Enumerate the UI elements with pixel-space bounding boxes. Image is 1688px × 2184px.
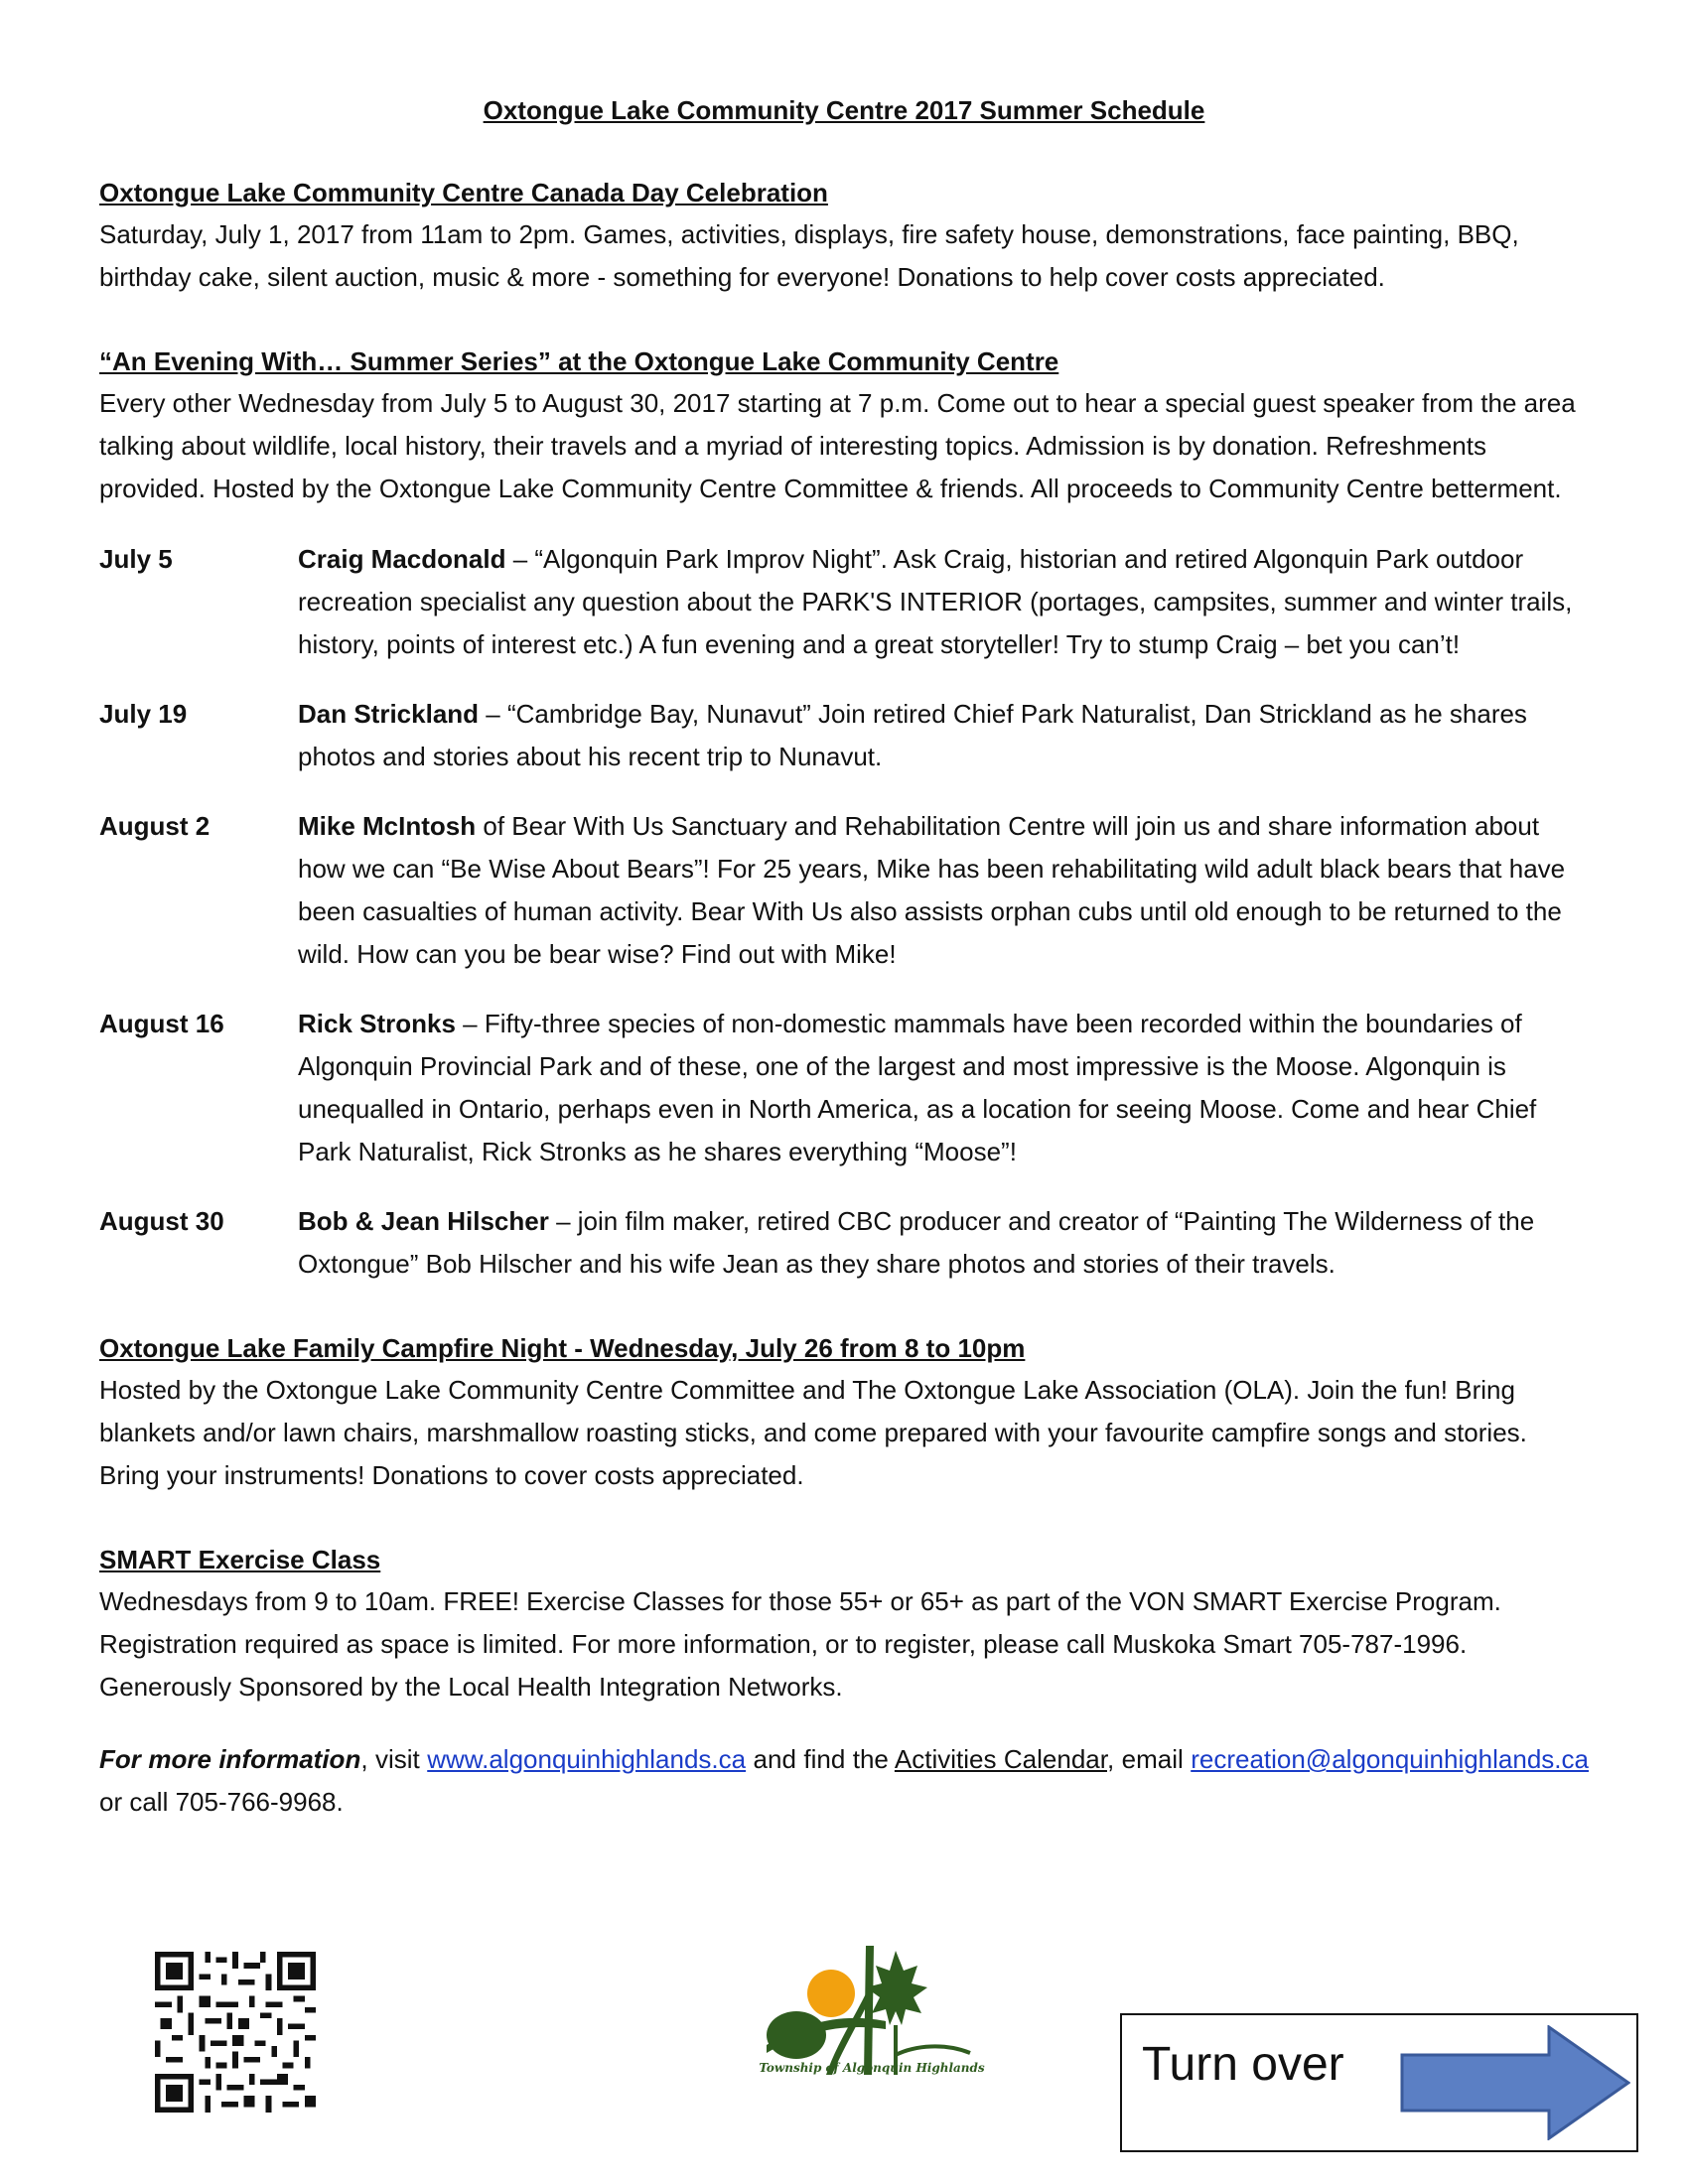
more-info-text-2: and find the — [746, 1744, 895, 1774]
turn-over-box — [1120, 2013, 1638, 2152]
event-date: August 30 — [99, 1206, 224, 1236]
campfire-body: Hosted by the Oxtongue Lake Community Centre Committee and The Oxtongue Lake Association (OLA). Join the fun! Bring blankets and/or lawn chairs, marshmallow roasting sticks, and come prepared with your favourite campfire songs and stories. Bring your instruments! Donations to cover costs appreciated. — [99, 1375, 1527, 1490]
event-date: July 19 — [99, 699, 188, 729]
more-info-text-3: , email — [1106, 1744, 1192, 1774]
event-description — [298, 538, 1589, 666]
canada-day-heading: Oxtongue Lake Community Centre Canada Day Celebration — [99, 178, 828, 207]
event-date: July 5 — [99, 544, 173, 574]
right-arrow-icon — [1400, 2025, 1630, 2140]
turn-over-label: Turn over — [1142, 2038, 1344, 2091]
event-description — [298, 1200, 1589, 1286]
event-date: August 2 — [99, 811, 211, 841]
campfire-heading: Oxtongue Lake Family Campfire Night - Wednesday, July 26 from 8 to 10pm — [99, 1333, 1026, 1363]
event-text: of Bear With Us Sanctuary and Rehabilitation Centre will join us and share information about how we can “Be Wise About Bears”! For 25 years, Mike has been rehabilitating wild adult black bears that have been casualties of human activity. Bear With Us also assists orphan cubs until old enough to be returned to the wild. How can you be bear wise? Find out with Mike! — [298, 811, 1566, 969]
event-speaker: Bob & Jean Hilscher — [298, 1206, 549, 1236]
event-text: – “Cambridge Bay, Nunavut” Join retired Chief Park Naturalist, Dan Strickland as he shares photos and stories about his recent trip to Nunavut. — [298, 699, 1527, 771]
event-description — [298, 805, 1589, 976]
canada-day-body: Saturday, July 1, 2017 from 11am to 2pm. Games, activities, displays, fire safety house, demonstrations, face painting, BBQ, birthday cake, silent auction, music & more - something for everyone! Donations to help cover costs appreciated. — [99, 219, 1519, 292]
event-description — [298, 693, 1589, 778]
more-info — [99, 1738, 1589, 1824]
evening-series-body: Every other Wednesday from July 5 to August 30, 2017 starting at 7 p.m. Come out to hear a special guest speaker from the area talking about wildlife, local history, their travels and a myriad of interesting topics. Admission is by donation. Refreshments provided. Hosted by the Oxtongue Lake Community Centre Committee & friends. All proceeds to Community Centre betterment. — [99, 388, 1576, 503]
smart-heading: SMART Exercise Class — [99, 1545, 381, 1574]
event-date: August 16 — [99, 1009, 224, 1038]
event-text: – “Algonquin Park Improv Night”. Ask Craig, historian and retired Algonquin Park outdoor recreation specialist any question about the PARK'S INTERIOR (portages, campsites, summer and winter trails, history, points of interest etc.) A fun evening and a great storyteller! Try to stump Craig – bet you can’t! — [298, 544, 1573, 659]
event-description — [298, 1003, 1589, 1173]
more-info-text-1: , visit — [360, 1744, 428, 1774]
event-text: – join film maker, retired CBC producer and creator of “Painting The Wilderness of the Oxtongue” Bob Hilscher and his wife Jean as they share photos and stories of their travels. — [298, 1206, 1535, 1279]
more-info-text-4: or call 705-766-9968. — [99, 1787, 344, 1817]
page-content — [99, 95, 1589, 1824]
qr-code-icon — [155, 1952, 316, 2113]
township-logo-text: Township of Algonquin Highlands — [759, 2061, 985, 2075]
event-speaker: Craig Macdonald — [298, 544, 506, 574]
event-speaker: Mike McIntosh — [298, 811, 477, 841]
sun-icon — [807, 1970, 855, 2017]
event-list — [99, 538, 1589, 1286]
more-info-lead: For more information — [99, 1744, 361, 1774]
evening-series-heading: “An Evening With… Summer Series” at the Oxtongue Lake Community Centre — [99, 346, 1059, 376]
event-item — [99, 1200, 1589, 1286]
campfire-section — [99, 1327, 1589, 1497]
canada-day-section — [99, 172, 1589, 299]
document-title: Oxtongue Lake Community Centre 2017 Summer Schedule — [483, 95, 1205, 125]
smart-section — [99, 1539, 1589, 1708]
event-speaker: Dan Strickland — [298, 699, 480, 729]
activities-calendar-label: Activities Calendar — [894, 1744, 1107, 1774]
smart-body: Wednesdays from 9 to 10am. FREE! Exercise Classes for those 55+ or 65+ as part of the VON SMART Exercise Program. Registration required as space is limited. For more information, or to register, please call Muskoka Smart 705-787-1996. Generously Sponsored by the Local Health Integration Networks. — [99, 1586, 1501, 1702]
evening-series-section — [99, 341, 1589, 1286]
event-speaker: Rick Stronks — [298, 1009, 456, 1038]
event-item — [99, 693, 1589, 778]
event-item — [99, 805, 1589, 976]
email-link[interactable]: recreation@algonquinhighlands.ca — [1191, 1744, 1589, 1774]
event-text: – Fifty-three species of non-domestic mammals have been recorded within the boundaries of Algonquin Provincial Park and of these, one of the largest and most impressive is the Moose. Algonquin is unequalled in Ontario, perhaps even in North America, as a location for seeing Moose. Come and hear Chief Park Naturalist, Rick Stronks as he shares everything “Moose”! — [298, 1009, 1537, 1166]
event-item — [99, 1003, 1589, 1173]
event-item — [99, 538, 1589, 666]
website-link[interactable]: www.algonquinhighlands.ca — [427, 1744, 747, 1774]
